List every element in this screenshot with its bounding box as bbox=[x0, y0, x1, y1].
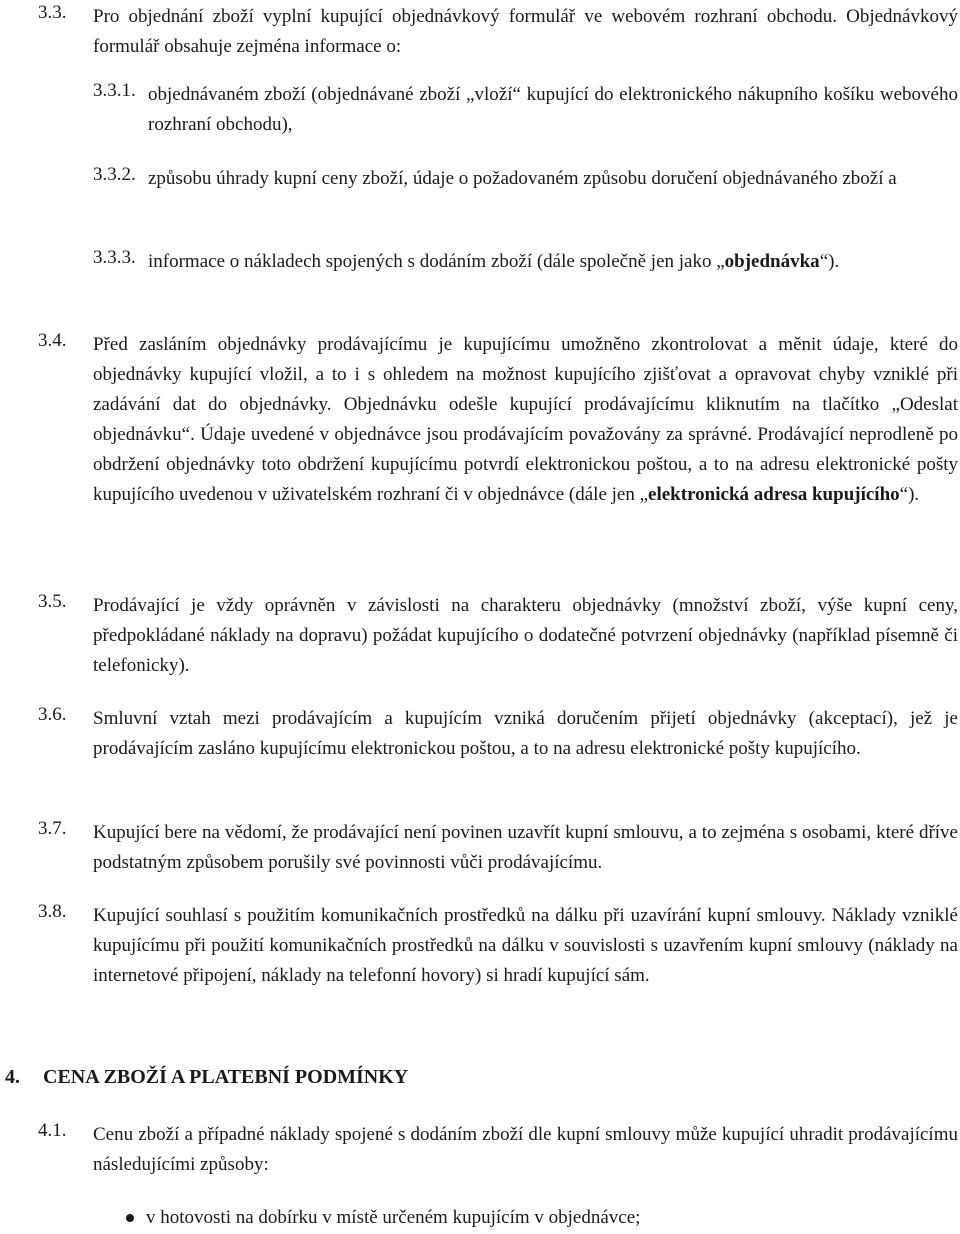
clause-text-end: “). bbox=[819, 251, 840, 272]
clause-number: 3.8. bbox=[38, 901, 67, 922]
clause-text-end: “). bbox=[899, 484, 920, 505]
section-title: CENA ZBOŽÍ A PLATEBNÍ PODMÍNKY bbox=[43, 1066, 409, 1088]
clause-text: způsobu úhrady kupní ceny zboží, údaje o požadovaném způsobu doručení objednávaného zboží a bbox=[148, 168, 897, 189]
clause-number: 3.3.2. bbox=[93, 164, 136, 185]
clause-number: 3.3. bbox=[38, 2, 67, 23]
clause-number: 3.4. bbox=[38, 330, 67, 351]
clause-number: 3.6. bbox=[38, 704, 67, 725]
bullet-icon bbox=[126, 1214, 134, 1222]
list-item-text: v hotovosti na dobírku v místě určeném kupujícím v objednávce; bbox=[146, 1207, 641, 1228]
clause-text: Pro objednání zboží vyplní kupující objednávkový formulář ve webovém rozhraní obchodu. Objednávkový formulář obsahuje zejména informace o: bbox=[93, 6, 958, 57]
clause-text: Smluvní vztah mezi prodávajícím a kupujícím vzniká doručením přijetí objednávky (akceptací), jež je prodávajícím zasláno kupujícímu elektronickou poštou, a to na adresu elektronické pošty kupujícího. bbox=[93, 708, 958, 759]
clause-text-start: informace o nákladech spojených s dodáním zboží (dále společně jen jako „ bbox=[148, 251, 725, 272]
clause-text bbox=[148, 247, 958, 277]
clause-text-start: Před zasláním objednávky prodávajícímu je kupujícímu umožněno zkontrolovat a měnit údaje, které do objednávky kupující vložil, a to i s ohledem na možnost kupujícího zjišťovat a opravovat chyby vzniklé při zadávání dat do objednávky. Objednávku odešle kupující prodávajícímu kliknutím na tlačítko „Odeslat objednávku“. Údaje uvedené v objednávce jsou prodávajícím považovány za správné. Prodávající neprodleně po obdržení objednávky toto obdržení kupujícímu potvrdí elektronickou poštou, a to na adresu elektronické pošty kupujícího uvedenou v uživatelském rozhraní či v objednávce (dále jen „ bbox=[93, 334, 958, 505]
clause-number: 3.5. bbox=[38, 591, 67, 612]
clause-text: Kupující souhlasí s použitím komunikačních prostředků na dálku při uzavírání kupní smlouvy. Náklady vzniklé kupujícímu při použití komunikačních prostředků na dálku v souvislosti s uzavřením kupní smlouvy (náklady na internetové připojení, náklady na telefonní hovory) si hradí kupující sám. bbox=[93, 905, 958, 986]
section-number: 4. bbox=[5, 1066, 20, 1088]
defined-term: objednávka bbox=[724, 251, 820, 272]
clause-text: Cenu zboží a případné náklady spojené s dodáním zboží dle kupní smlouvy může kupující uhradit prodávajícímu následujícími způsoby: bbox=[93, 1124, 958, 1175]
clause-text bbox=[93, 330, 958, 510]
clause-text: objednávaném zboží (objednávané zboží „vloží“ kupující do elektronického nákupního košíku webového rozhraní obchodu), bbox=[148, 84, 958, 135]
defined-term: elektronická adresa kupujícího bbox=[648, 484, 900, 505]
clause-text: Prodávající je vždy oprávněn v závislosti na charakteru objednávky (množství zboží, výše kupní ceny, předpokládané náklady na dopravu) požádat kupujícího o dodatečné potvrzení objednávky (například písemně či telefonicky). bbox=[93, 595, 958, 676]
clause-number: 3.3.1. bbox=[93, 80, 136, 101]
clause-number: 4.1. bbox=[38, 1120, 67, 1141]
clause-text: Kupující bere na vědomí, že prodávající není povinen uzavřít kupní smlouvu, a to zejména s osobami, které dříve podstatným způsobem porušily své povinnosti vůči prodávajícímu. bbox=[93, 822, 958, 873]
clause-number: 3.7. bbox=[38, 818, 67, 839]
clause-number: 3.3.3. bbox=[93, 247, 136, 268]
